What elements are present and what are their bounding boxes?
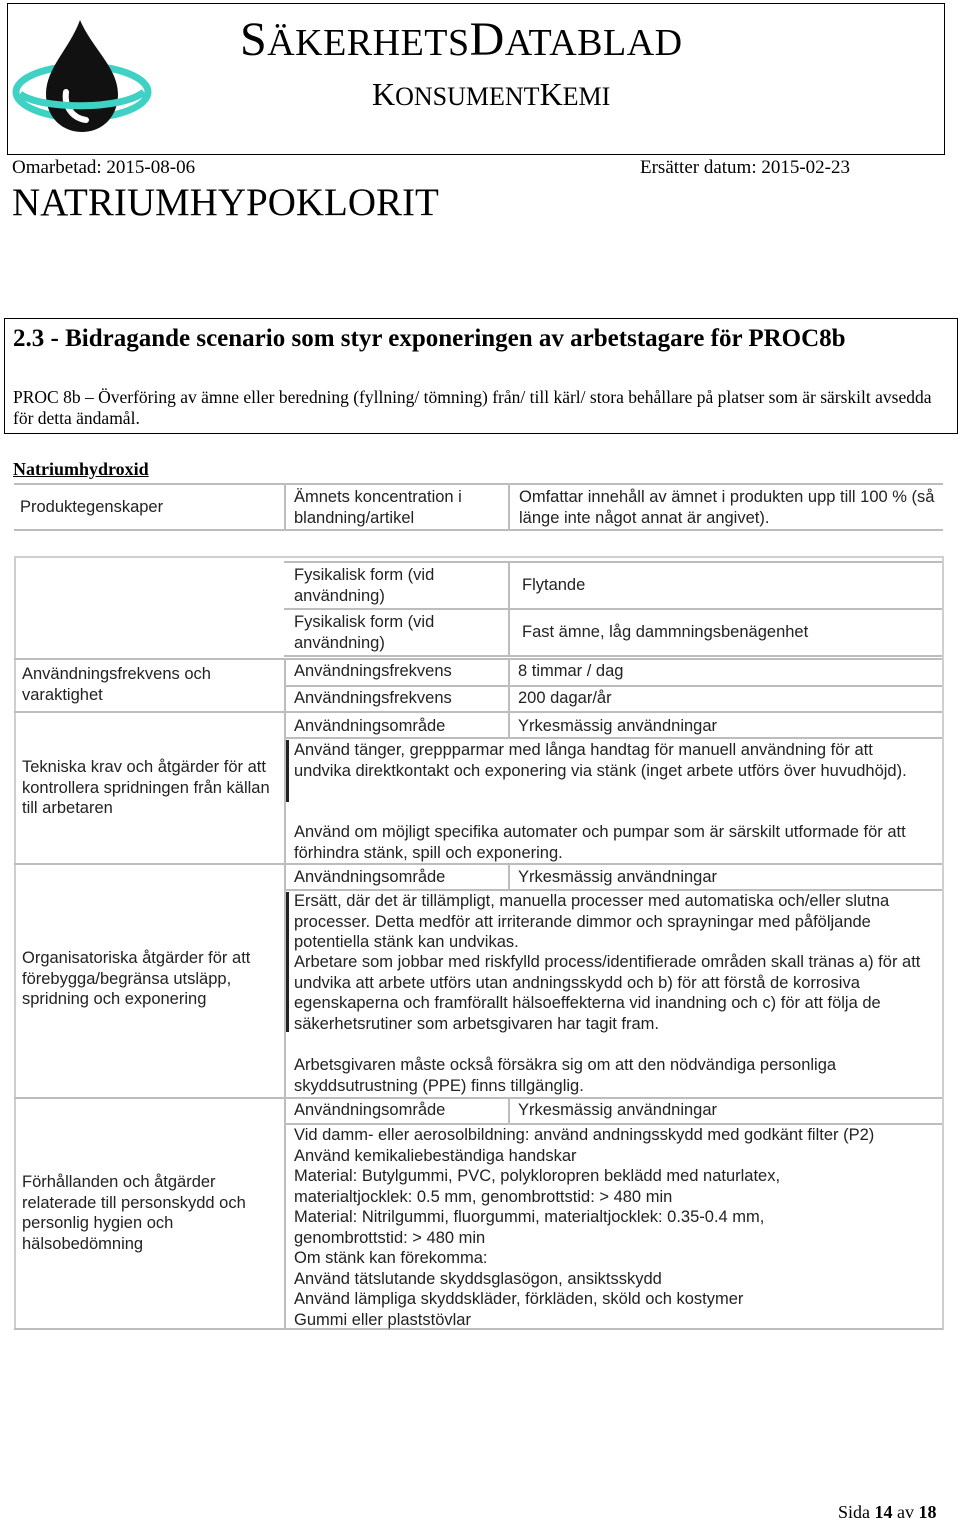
list-item: materialtjocklek: 0.5 mm, genombrottstid: > 480 min <box>294 1187 673 1206</box>
table-cell: Omfattar innehåll av ämnet i produkten upp till 100 % (så länge inte något annat är angivet). <box>519 488 935 527</box>
table-cell: Ämnets koncentration i blandning/artikel <box>294 488 462 527</box>
table-cell: Flytande <box>522 576 586 594</box>
table-cell: Använd om möjligt specifika automater och pumpar som är särskilt utformade för att förhindra stänk, spill och exponering. <box>294 823 906 862</box>
list-item: Vid damm- eller aerosolbildning: använd andningsskydd med godkänt filter (P2) <box>294 1126 875 1144</box>
list-item: Gummi eller plaststövlar <box>294 1310 471 1329</box>
list-item: Använd tätslutande skyddsglasögon, ansiktsskydd <box>294 1269 662 1288</box>
revised-date: Omarbetad: 2015-08-06 <box>12 157 196 178</box>
table-cell: Användningsområde <box>294 868 446 886</box>
list-item: Material: Nitrilgummi, fluorgummi, materialtjocklek: 0.35-0.4 mm, <box>294 1208 765 1226</box>
table-cell: Användningsfrekvens <box>294 689 452 707</box>
table-cell: Yrkesmässig användningar <box>518 1101 718 1119</box>
document-subtitle: KONSUMENTKEMI <box>372 76 611 112</box>
substance-name: Natriumhydroxid <box>13 459 149 479</box>
table-cell: Användningsområde <box>294 1101 446 1119</box>
replaces-date: Ersätter datum: 2015-02-23 <box>640 157 851 178</box>
table-cell: 8 timmar / dag <box>518 662 624 680</box>
table-label: Tekniska krav och åtgärder för att kontrollera spridningen från källan till arbetaren <box>22 758 270 817</box>
table-cell: Arbetare som jobbar med riskfylld process/identifierade områden skall tränas a) för att undvika att arbete utförs utan andningsskydd och b) för att förstå de korrosiva egenskaperna och framförallt hälsoeffekterna vid inandning och c) för att följa de säkerhetsrutiner som arbetsgivaren har tagit fram. <box>294 953 921 1033</box>
document-title: SÄKERHETSDATABLAD <box>240 13 683 66</box>
list-item: genombrottstid: > 480 min <box>294 1228 486 1247</box>
page-number: Sida 14 av 18 <box>838 1502 937 1522</box>
table-cell: Användningsfrekvens <box>294 662 452 680</box>
section-title: 2.3 - Bidragande scenario som styr exponeringen av arbetstagare för PROC8b <box>13 325 846 352</box>
table-cell: Användningsområde <box>294 717 446 735</box>
table-cell: Yrkesmässig användningar <box>518 868 718 886</box>
ppe-list <box>294 1125 934 1330</box>
table-cell: Fysikalisk form (vid användning) <box>294 566 435 605</box>
section-description: PROC 8b – Överföring av ämne eller beredning (fyllning/ tömning) från/ till kärl/ stora behållare på platser som är särskilt avsedda för detta ändamål. <box>13 387 932 428</box>
table-cell: Yrkesmässig användningar <box>518 717 718 735</box>
product-name: NATRIUMHYPOKLORIT <box>12 181 439 224</box>
table-cell: Produktegenskaper <box>20 498 164 516</box>
table-cell: Fast ämne, låg dammningsbenägenhet <box>522 623 809 641</box>
table-cell: 200 dagar/år <box>518 689 612 707</box>
table-cell: Använd tänger, greppparmar med långa handtag för manuell användning för att undvika direktkontakt och exponering via stänk (inget arbete utförs över huvudhöjd). <box>294 741 907 780</box>
table-label: Användningsfrekvens och varaktighet <box>22 665 211 704</box>
list-item: Använd lämpliga skyddskläder, förkläden, sköld och kostymer <box>294 1290 744 1308</box>
table-cell: Fysikalisk form (vid användning) <box>294 613 435 652</box>
table-cell: Ersätt, där det är tillämpligt, manuella processer med automatiska och/eller slutna processer. Detta medför att irriterande dimmor och sprayningar med påföljande potentiella stänk kan undvikas. <box>294 892 890 951</box>
table-cell: Arbetsgivaren måste också försäkra sig om att den nödvändiga personliga skyddsutrustning (PPE) finns tillgänglig. <box>294 1056 837 1095</box>
table-label: Förhållanden och åtgärder relaterade till personskydd och personlig hygien och hälsobedömning <box>22 1173 246 1253</box>
list-item: Använd kemikaliebeständiga handskar <box>294 1146 577 1165</box>
list-item: Om stänk kan förekomma: <box>294 1249 488 1267</box>
list-item: Material: Butylgummi, PVC, polykloropren beklädd med naturlatex, <box>294 1167 781 1185</box>
table-label: Organisatoriska åtgärder för att förebygga/begränsa utsläpp, spridning och exponering <box>22 949 251 1008</box>
